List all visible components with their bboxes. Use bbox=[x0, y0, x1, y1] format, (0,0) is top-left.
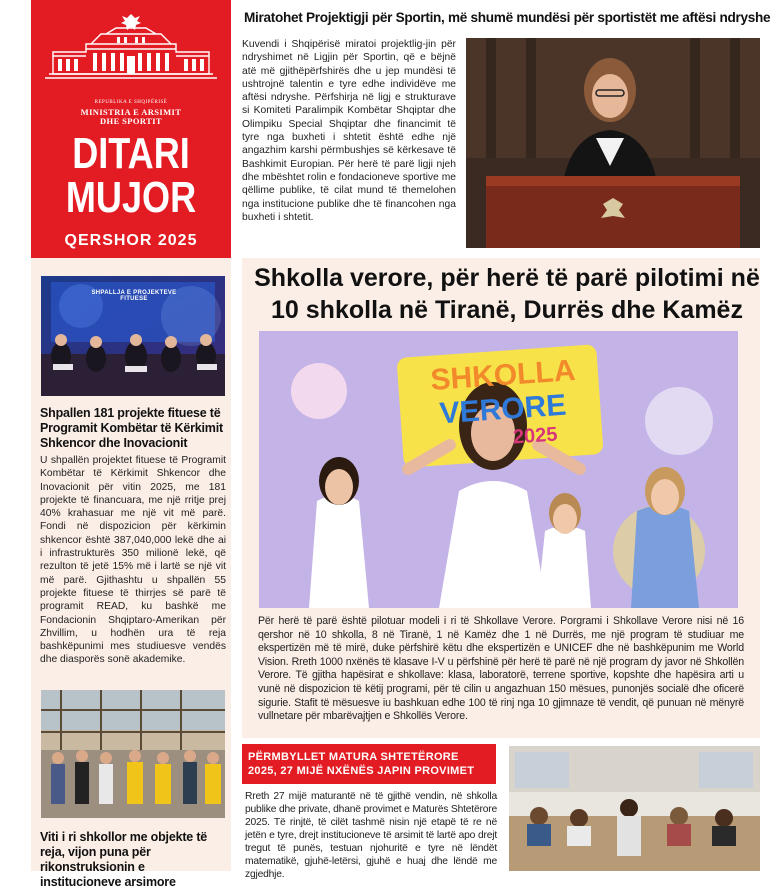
masthead bbox=[31, 0, 231, 258]
sign-line2: VERORE bbox=[438, 388, 568, 431]
title-line1: DITARI bbox=[72, 129, 190, 178]
sport-headline: Miratohet Projektigji për Sportin, më shumë mundësi për sportistët me aftësi ndryshe bbox=[244, 10, 771, 25]
matura-body: Rreth 27 mijë maturantë në të gjithë vendin, në shkolla publike dhe private, dhanë provimet e Maturës Shtetërore 2025. Të rinjtë, të cilët tashmë nisin një etapë të re në jetën e tyre, drejt institucioneve të arsimit të lartë apo drejt tregut të punës, testuan njohuritë e tyre në lëndët matematikë, gjuhë-letërsi, gjuhë e huaj dhe lëndë me zgjedhje. bbox=[245, 791, 497, 880]
ministry-name bbox=[31, 108, 231, 126]
research-announcement-photo bbox=[41, 276, 225, 396]
school-construction-headline: Viti i ri shkollor me objekte të reja, vijon puna për rikonstruksionin e institucioneve arsimore bbox=[40, 830, 208, 889]
ministry-name-line2: DHE SPORTIT bbox=[100, 116, 162, 126]
summer-school-photo bbox=[259, 331, 738, 608]
matura-headline: PËRMBYLLET MATURA SHTETËRORE 2025, 27 MIJË NXËNËS JAPIN PROVIMET bbox=[242, 744, 496, 784]
parliament-speaker-photo bbox=[466, 38, 760, 248]
sign-line1: SHKOLLA bbox=[429, 353, 577, 398]
research-body: U shpallën projektet fituese të Programit Kombëtar të Kërkimit Shkencor dhe Inovacionit për vitin 2025, me 181 projekte të financuara, me një rritje prej 40% krahasuar me një vit më parë. Fondi në dispozicion për kërkimin shkencor është 387,040,000 lekë dhe ai i infrastrukturës 350 milionë lekë, që rezulton të jetë 15% më i lartë se një vit më parë. Gjithashtu u shpallën 55 projekte fituese të thirrjes së parë të programit READ, ku bashkë me Fondacionin Shqiptaro-Amerikan për Zhvillim, u hodhën ura të reja bashkëpunimi mes studiuesve vendës dhe diasporës sonë akademike. bbox=[40, 455, 226, 666]
sport-body: Kuvendi i Shqipërisë miratoi projektlig-jin për ndryshimet në Ligjin për Sportin, që e bëjnë atë më gjithëpërfshirës dhe u jep mundësi të ushtrojnë talentin e tyre edhe individëve me aftësi ndryshe. Përfshirja në ligj e strukturave si Komiteti Paralimpik Kombëtar Shqiptar dhe Olimpiku Special Shqiptar dhe financimit të tyre nga buxheti i shtetit është edhe një angazhim karshi përmbushjes së kërkesave të Bashkimit Europian. Për herë të parë ligji njeh dhe mbështet rolin e fondacioneve sportive me qëllime publike, të cilat mund të themelohen nga institucione publike dhe të financohen nga buxheti i shtetit. bbox=[242, 39, 456, 223]
ministry-building-logo bbox=[31, 4, 231, 96]
summer-school-body: Për herë të parë është pilotuar modeli i ri të Shkollave Verore. Porgrami i Shkollave Verore nisi në 16 qershor në 10 shkolla, 8 në Tiranë, 1 në Kamëz dhe 1 në Durrës, me një program të studiuar me ekspertizën më të mirë, duke përfshirë këtu dhe ekspertizën e UNICEF dhe në bashkëpunim me World Vision. Rreth 1000 nxënës të klasave I-V u përfshinë për herë të parë në një program dy javor në Shkollën Verore. Të gjitha hapësirat e shkollave: klasa, laboratorë, terrene sportive, kopshte dhe hapësira arti u vunë në dispozicion të këtij programi, për të cilin u angazhuan 150 mësues, punonjës socialë dhe oficerë sigurie. Stafit të mësuesve iu bashkuan edhe 100 të rinj nga 10 gjimnaze të vendit, që punuan në mënyrë vullnetare për mbarëvajtjen e Shkollës Verore. bbox=[258, 615, 744, 723]
summer-school-headline: Shkolla verore, për herë të parë pilotimi në 10 shkolla në Tiranë, Durrës dhe Kamëz bbox=[254, 264, 760, 324]
issue-date: QERSHOR 2025 bbox=[64, 232, 198, 249]
school-construction-photo bbox=[41, 690, 225, 818]
matura-exam-photo bbox=[509, 746, 760, 871]
ministry-name-line1: MINISTRIA E ARSIMIT bbox=[80, 107, 182, 117]
newsletter-title bbox=[49, 129, 213, 222]
republic-label: REPUBLIKA E SHQIPËRISË bbox=[94, 100, 168, 105]
research-headline: Shpallen 181 projekte fituese të Programit Kombëtar të Kërkimit Shkencor dhe Inovacionit bbox=[40, 406, 223, 450]
sign-year: 2025 bbox=[512, 423, 559, 449]
photo-screen-caption: SHPALLJA E PROJEKTEVE FITUESE bbox=[91, 290, 177, 302]
title-line2: MUJOR bbox=[65, 173, 197, 222]
